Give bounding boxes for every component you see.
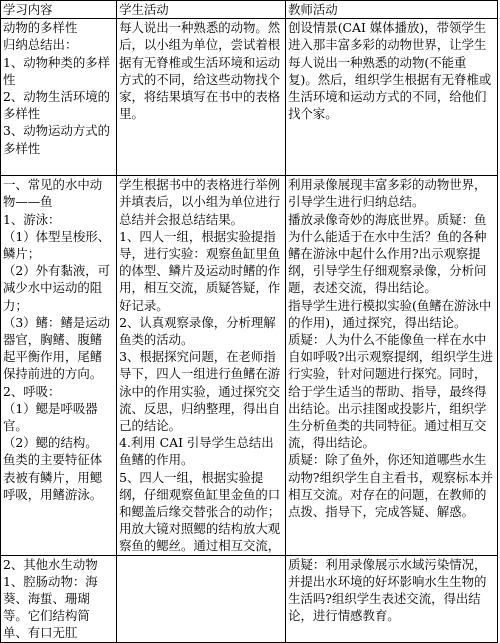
student-paragraph: 学生根据书中的表格进行举例并填表后，以小组为单位进行总结并会报总结结果。: [119, 177, 281, 227]
student-paragraph: 4.利用 CAI 引导学生总结出鱼鳍的作用。: [119, 435, 274, 468]
header-content: 学习内容: [1, 1, 117, 19]
content-line: 2、动物生活环境的多样性: [3, 89, 111, 122]
content-line: 一、常见的水中动物——鱼: [3, 177, 103, 210]
content-line: （3）鳍：鳍是运动器官，胸鳍、腹鳍起平衡作用，尾鳍保持前进的方向。: [3, 314, 111, 382]
content-line: （1）鳃是呼吸器官。: [3, 400, 98, 434]
teacher-cell: [286, 19, 498, 176]
content-line: 2、呼吸：: [3, 383, 61, 399]
teacher-paragraph: 质疑：利用录像展示水域污染情况，并提出水环境的好坏影响水生生物的生活吗?组织学生表述交流，得出结论，进行情感教育。: [288, 556, 487, 624]
teacher-paragraph: 播放录像奇妙的海底世界。质疑：鱼为什么能适于在水中生活？鱼的各种鳍在游泳中起什么作用?出示观察提纲，引导学生仔细观察录像，分析问题，表述交流，得出结论。: [288, 211, 487, 296]
teacher-paragraph: 质疑：除了鱼外，你还知道哪些水生动物?组织学生自主看书，观察标本并相互交流。对存在的问题，在教师的点拨、指导下，完成答疑、解惑。: [288, 452, 494, 520]
header-row: [1, 1, 498, 19]
content-line: 归纳总结出：: [3, 37, 78, 53]
teacher-paragraph: 创设情景(CAI 媒体播放)，带领学生进入那丰富多彩的动物世界，让学生每人说出一种熟悉的动物(不能重复)。然后，组织学生根据有无脊椎或生活环境和运动方式的不同，给他们找个家。: [288, 20, 492, 122]
student-cell: [117, 555, 286, 642]
teacher-cell: [286, 555, 498, 642]
content-line: 1、动物种类的多样性: [3, 54, 111, 87]
teacher-paragraph: 质疑：人为什么不能像鱼一样在水中自如呼吸?出示观察提纲，组织学生进行实验，针对问题进行探究。同时，给于学生适当的帮助、指导，最终得出结论。出示挂图或投影片，组织学生分析鱼类的共同特征。通过相互交流，得出结论。: [288, 332, 494, 451]
content-cell: [1, 176, 117, 555]
content-line: （2）外有黏液，可减少水中运动的阻力；: [3, 263, 111, 313]
teacher-paragraph: 指导学生进行模拟实验(鱼鳍在游泳中的作用)，通过探究，得出结论。: [288, 297, 492, 330]
content-cell: [1, 555, 117, 642]
table-row: [1, 555, 498, 642]
content-line: 鱼类的主要特征体表被有鳞片，用鳃呼吸，用鳍游泳。: [3, 452, 103, 502]
student-cell: [117, 176, 286, 555]
content-cell: [1, 19, 117, 176]
header-teacher: 教师活动: [286, 1, 498, 19]
table-row: [1, 19, 498, 176]
content-line: 2、其他水生动物: [3, 556, 98, 572]
content-line: 1、游泳：: [3, 211, 61, 227]
content-line: （1）体型呈梭形、鳞片；: [3, 228, 111, 262]
student-paragraph: 每人说出一种熟悉的动物。然后，以小组为单位，尝试着根据有无脊椎或生活环境和运动方式的不同，给这些动物找个家，将结果填写在书中的表格里。: [119, 20, 281, 122]
student-cell: [117, 19, 286, 176]
student-paragraph: 5、四人一组，根据实验提纲，仔细观察鱼缸里金鱼的口和鳃盖后缘交替张合的动作；用放大镜对照鳃的结构放大观察鱼的鳃丝。通过相互交流，: [119, 469, 281, 554]
table-row: [1, 176, 498, 555]
content-line: （2）鳃的结构。: [3, 435, 98, 451]
content-line: 动物的多样性: [3, 20, 78, 36]
student-paragraph: 2、认真观察录像，分析理解鱼类的活动。: [119, 314, 276, 348]
teacher-cell: [286, 176, 498, 555]
content-line: 1、腔肠动物：海葵、海蜇、珊瑚等。它们结构简单、有口无肛: [3, 573, 98, 641]
student-paragraph: 3、根据探究问题，在老师指导下，四人一组进行鱼鳍在游泳中的作用实验，通过探究交流、反思，归纳整理，得出自己的结论。: [119, 349, 281, 434]
header-student: 学生活动: [117, 1, 286, 19]
student-paragraph: 1、四人一组，根据实验提指导，进行实验：观察鱼缸里鱼的体型、鳞片及运动时鳍的作用，相互交流，质疑答疑，作好记录。: [119, 228, 281, 313]
content-line: 3、动物运动方式的多样性: [3, 123, 111, 156]
teacher-paragraph: 利用录像展现丰富多彩的动物世界，引导学生进行归纳总结。: [288, 177, 487, 210]
